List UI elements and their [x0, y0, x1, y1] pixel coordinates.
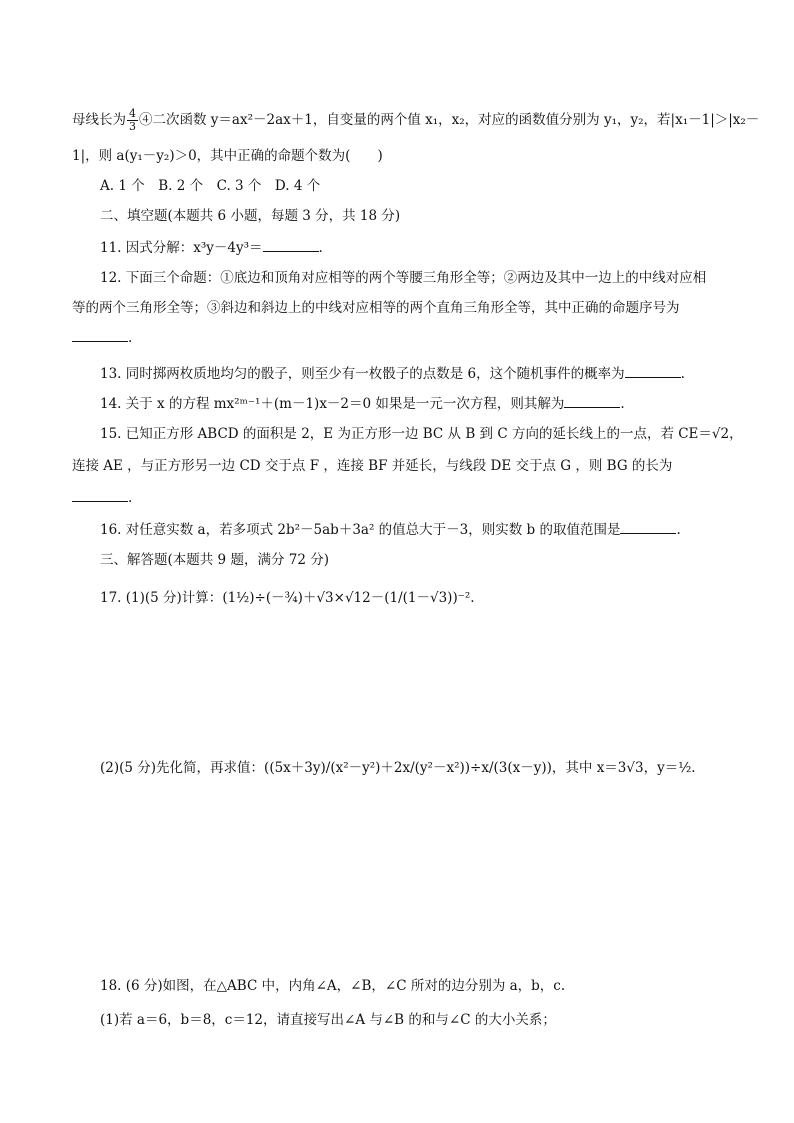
- question-13: [100, 364, 685, 384]
- q15-line-1: 15. 已知正方形 ABCD 的面积是 2，E 为正方形一边 BC 从 B 到 C 方向的延长线上的一点，若 CE＝√2，: [100, 426, 743, 442]
- answer-blank: [263, 239, 319, 252]
- q15-line-3: [72, 488, 132, 508]
- q10-line-2: 1|，则 a(y₁－y₂)＞0，其中正确的命题个数为( ): [72, 148, 383, 164]
- q10-text-b: ④二次函数 y＝ax²－2ax＋1，自变量的两个值 x₁，x₂，对应的函数值分别为 y₁，y₂，若|x₁－1|＞|x₂－: [139, 112, 760, 128]
- q12-line-1: 12. 下面三个命题：①底边和顶角对应相等的两个等腰三角形全等；②两边及其中一边上的中线对应相: [100, 270, 707, 286]
- q17-part1-lead: 17. (1)(5 分)计算：: [100, 590, 223, 606]
- q17-part2-lead: (2)(5 分)先化简，再求值：: [100, 760, 265, 776]
- q12-line-3: [72, 328, 132, 348]
- answer-blank: [564, 395, 620, 408]
- q11-end: .: [318, 240, 323, 256]
- q15-end: .: [128, 490, 133, 506]
- q16-text: 16. 对任意实数 a，若多项式 2b²－5ab＋3a² 的值总大于－3，则实数 b 的取值范围是: [100, 522, 621, 538]
- fraction-denominator: 3: [129, 120, 136, 133]
- section-3-heading: 三、解答题(本题共 9 题，满分 72 分): [100, 552, 329, 568]
- answer-blank: [620, 521, 676, 534]
- q18-line-2: (1)若 a＝6，b＝8，c＝12，请直接写出∠A 与∠B 的和与∠C 的大小关系；: [100, 1012, 556, 1028]
- q10-text-a: 母线长为: [72, 112, 126, 128]
- q10-options: A. 1 个 B. 2 个 C. 3 个 D. 4 个: [100, 178, 321, 194]
- answer-blank: [72, 489, 128, 502]
- answer-blank: [72, 329, 128, 342]
- q13-end: .: [680, 366, 685, 382]
- fraction-four-thirds: [127, 108, 138, 133]
- question-16: [100, 520, 681, 540]
- fraction-numerator: 4: [129, 107, 136, 120]
- q16-end: .: [676, 522, 681, 538]
- q17-part1-expression: (1½)÷(－¾)＋√3×√12－(1/(1－√3))⁻².: [222, 590, 475, 606]
- q17-part-1: [100, 588, 475, 608]
- question-14: [100, 394, 625, 414]
- q17-part-2: [100, 758, 696, 778]
- q12-end: .: [128, 330, 133, 346]
- q13-text: 13. 同时掷两枚质地均匀的骰子，则至少有一枚骰子的点数是 6，这个随机事件的概率为: [100, 366, 625, 382]
- q10-line-1: [72, 108, 759, 133]
- q14-text: 14. 关于 x 的方程 mx²ᵐ⁻¹＋(m－1)x－2＝0 如果是一元一次方程，则其解为: [100, 396, 565, 412]
- q17-part2-expression: ((5x＋3y)/(x²－y²)＋2x/(y²－x²))÷x/(3(x－y))，其中 x＝3√3，y＝½.: [264, 760, 696, 776]
- q11-text: 11. 因式分解：x³y－4y³＝: [100, 240, 263, 256]
- q12-line-2: 等的两个三角形全等；③斜边和斜边上的中线对应相等的两个直角三角形全等，其中正确的命题序号为: [72, 300, 680, 316]
- q15-line-2: 连接 AE ，与正方形另一边 CD 交于点 F ，连接 BF 并延长，与线段 DE 交于点 G ，则 BG 的长为: [72, 458, 673, 474]
- section-2-heading: 二、填空题(本题共 6 小题，每题 3 分，共 18 分): [100, 208, 401, 224]
- q14-end: .: [620, 396, 625, 412]
- answer-blank: [625, 365, 681, 378]
- q18-line-1: 18. (6 分)如图，在△ABC 中，内角∠A，∠B，∠C 所对的边分别为 a，b，c.: [100, 978, 566, 994]
- question-11: [100, 238, 323, 258]
